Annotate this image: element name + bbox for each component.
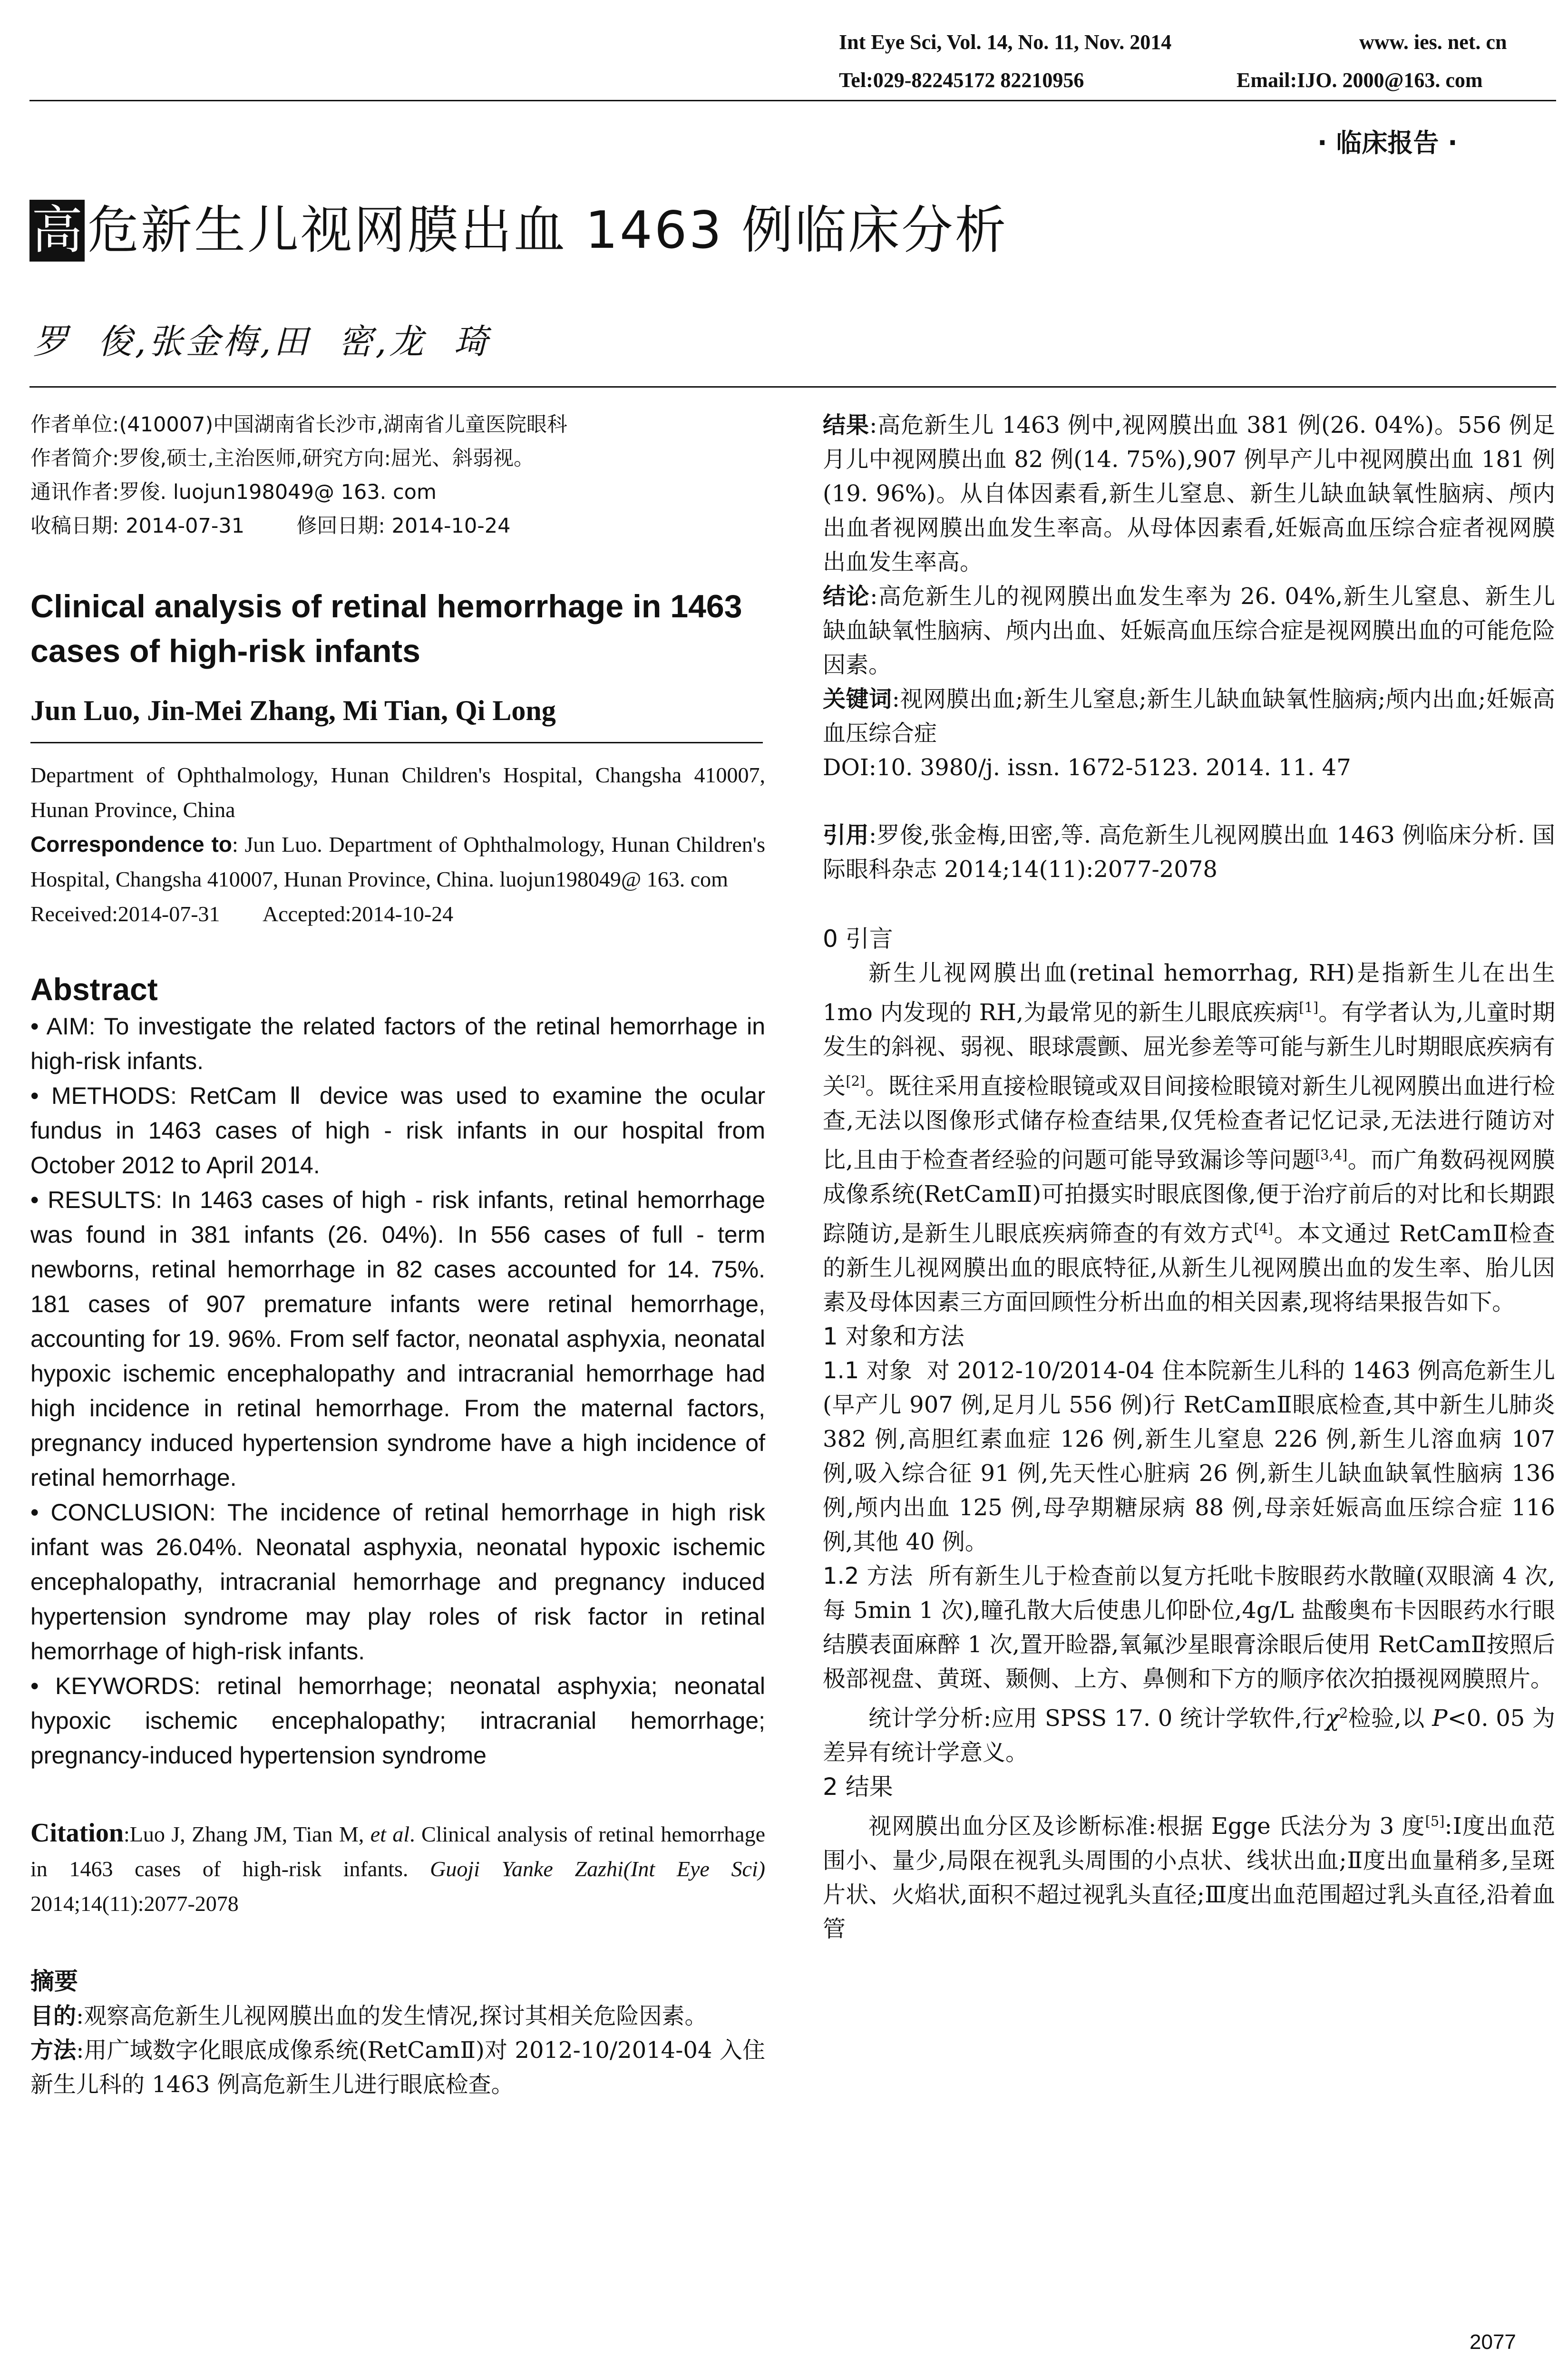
abstract-cn-keywords xyxy=(823,682,1555,750)
intro-text-2: 。有学者认为,儿童时期发生的斜视、弱视、眼球震颤、屈光参差等可能与新生儿时期眼底疾病有关 xyxy=(823,999,1555,1100)
title-en: Clinical analysis of retinal hemorrhage in 1463 cases of high-risk infants xyxy=(30,588,742,669)
citation-title: . Clinical analysis of retinal hemorrhage in 1463 cases of high-risk infants. xyxy=(30,1822,765,1881)
intro-text-4: 。而广角数码视网膜成像系统(RetCamⅡ)可拍摄实时眼底图像,便于治疗前后的对比和长期跟踪随访,是新生儿眼底疾病筛查的有效方式 xyxy=(823,1147,1555,1247)
abstract-keywords: • KEYWORDS: retinal hemorrhage; neonatal asphyxia; neonatal hypoxic ischemic encephalopathy; intracranial hemorrhage; pregnancy-induced hypertension syndrome xyxy=(30,1673,765,1769)
correspondence-en xyxy=(30,827,765,896)
methods-section-text: 所有新生儿于检查前以复方托吡卡胺眼药水散瞳(双眼滴 4 次,每 5min 1 次),瞳孔散大后使患儿仰卧位,4g/L 盐酸奥布卡因眼药水行眼结膜表面麻醉 1 次,置开睑器,氧氟沙星眼膏涂眼后使用 RetCamⅡ按照后极部视盘、黄斑、颞侧、上方、鼻侧和下方的顺序依次拍摄视网膜照片。 xyxy=(823,1563,1555,1692)
dates-cn: 收稿日期: 2014-07-31 修回日期: 2014-10-24 xyxy=(30,514,511,538)
ref-5: [5] xyxy=(1425,1813,1445,1829)
intro-text-3: 。既往采用直接检眼镜或双目间接检眼镜对新生儿视网膜出血进行检查,无法以图像形式储存检查结果,仅凭检查者记忆记录,无法进行随访对比,且由于检查者经验的问题可能导致漏诊等问题 xyxy=(823,1073,1555,1173)
citation-volume: 2014;14(11):2077-2078 xyxy=(30,1891,239,1916)
paper-title xyxy=(29,200,1008,262)
conclusion-label: 结论 xyxy=(823,583,870,610)
results-text: :高危新生儿 1463 例中,视网膜出血 381 例(26. 04%)。556 例足月儿中视网膜出血 82 例(14. 75%),907 例早产儿中视网膜出血 181 例(19. 96%)。从自体因素看,新生儿窒息、新生儿缺血缺氧性脑病、颅内出血者视网膜出血发生率高。从母体因素看,妊娠高血压综合症者视网膜出血发生率高。 xyxy=(823,412,1555,575)
title-text: 危新生儿视网膜出血 1463 例临床分析 xyxy=(88,201,1008,260)
title-initial: 高 xyxy=(29,200,85,262)
citation-cn xyxy=(823,818,1555,887)
citation-authors: :Luo J, Zhang JM, Tian M, xyxy=(124,1822,370,1846)
citation-etal: et al xyxy=(370,1822,410,1846)
received-en: Received:2014-07-31 Accepted:2014-10-24 xyxy=(30,902,454,926)
left-column xyxy=(30,408,765,2102)
abstract-methods: • METHODS: RetCam Ⅱ device was used to examine the ocular fundus in 1463 cases of high - risk infants in our hospital from October 2012 to April 2014. xyxy=(30,1082,765,1179)
citation-cn-text: :罗俊,张金梅,田密,等. 高危新生儿视网膜出血 1463 例临床分析. 国际眼科杂志 2014;14(11):2077-2078 xyxy=(823,822,1555,883)
results-label: 结果 xyxy=(823,412,870,438)
abstract-cn-heading: 摘要 xyxy=(30,1968,78,1995)
department-en: Department of Ophthalmology, Hunan Children's Hospital, Changsha 410007, Hunan Province, China xyxy=(30,763,765,822)
abstract-aim: • AIM: To investigate the related factors of the retinal hemorrhage in high-risk infants. xyxy=(30,1013,765,1074)
methods-paragraph xyxy=(823,1559,1555,1696)
section-label: · 临床报告 · xyxy=(1317,128,1458,158)
corr-label: Correspondence to xyxy=(30,832,232,857)
stat-text-2: 检验,以 xyxy=(1348,1705,1432,1732)
keywords-text: :视网膜出血;新生儿窒息;新生儿缺血缺氧性脑病;颅内出血;妊娠高血压综合症 xyxy=(823,686,1555,747)
citation-journal: Guoji Yanke Zazhi(Int Eye Sci) xyxy=(430,1857,766,1881)
abstract-en xyxy=(30,969,765,1773)
conclusion-text: :高危新生儿的视网膜出血发生率为 26. 04%,新生儿窒息、新生儿缺血缺氧性脑病、颅内出血、妊娠高血压综合症是视网膜出血的可能危险因素。 xyxy=(823,583,1555,678)
affiliation-cn xyxy=(30,408,765,543)
methods-label: 方法 xyxy=(30,2037,77,2064)
subjects-text: 对 2012-10/2014-04 住本院新生儿科的 1463 例高危新生儿(早产儿 907 例,足月儿 556 例)行 RetCamⅡ眼底检查,其中新生儿肺炎 382 例,高胆红素血症 126 例,新生儿窒息 226 例,新生儿溶血病 107 例,吸入综合征 91 例,先天性心脏病 26 例,新生儿缺血缺氧性脑病 136 例,颅内出血 125 例,母孕期糖尿病 88 例,母亲妊娠高血压综合症 116 例,其他 40 例。 xyxy=(823,1357,1563,1555)
title-rule xyxy=(29,386,1556,388)
stat-text-3: <0. 05 为差异有统计学意义。 xyxy=(823,1705,1555,1766)
statistics-paragraph xyxy=(823,1696,1555,1770)
ref-4: [4] xyxy=(1254,1220,1274,1237)
authors-cn: 罗 俊,张金梅,田 密,龙 琦 xyxy=(33,321,491,361)
author-intro: 作者简介:罗俊,硕士,主治医师,研究方向:屈光、斜弱视。 xyxy=(30,447,534,470)
authors-en: Jun Luo, Jin-Mei Zhang, Mi Tian, Qi Long xyxy=(30,695,556,726)
subjects-label: 1.1 对象 xyxy=(823,1357,913,1384)
stat-text-1: 统计学分析:应用 SPSS 17. 0 统计学软件,行 xyxy=(868,1705,1325,1732)
ref-3-4: [3,4] xyxy=(1315,1147,1348,1163)
intro-paragraph xyxy=(823,956,1555,1319)
citation-cn-label: 引用 xyxy=(823,822,869,848)
methods-section-label: 1.2 方法 xyxy=(823,1563,914,1589)
abstract-cn-aim xyxy=(30,1999,765,2033)
journal-email: Email:IJO. 2000@163. com xyxy=(1237,68,1483,92)
section-0-heading: 0 引言 xyxy=(823,925,893,953)
journal-tel: Tel:029-82245172 82210956 xyxy=(839,68,1084,92)
corr-text: : Jun Luo. Department of Ophthalmology, Hunan Children's Hospital, Changsha 410007, Hunan Province, China. luojun198049@ 163. com xyxy=(30,832,765,891)
right-column xyxy=(823,408,1563,1946)
abstract-cn-conclusion xyxy=(823,579,1555,682)
authors-rule xyxy=(30,742,763,743)
ref-2: [2] xyxy=(846,1073,866,1089)
affiliation-en xyxy=(30,758,765,931)
journal-website: www. ies. net. cn xyxy=(1359,30,1507,54)
results-body-2: :Ⅰ度出血范围小、量少,局限在视乳头周围的小点状、线状出血;Ⅱ度出血量稍多,呈斑片状、火焰状,面积不超过视乳头直径;Ⅲ度出血范围超过乳头直径,沿着血管 xyxy=(823,1813,1555,1942)
subjects-paragraph xyxy=(823,1354,1563,1559)
citation-label: Citation xyxy=(30,1818,124,1848)
ref-1: [1] xyxy=(1299,999,1319,1015)
citation-en xyxy=(30,1816,765,1921)
doi: DOI:10. 3980/j. issn. 1672-5123. 2014. 11. 47 xyxy=(823,754,1351,781)
chi-symbol: χ xyxy=(1325,1705,1340,1732)
abstract-cn-results xyxy=(823,408,1555,579)
affiliation-line: 作者单位:(410007)中国湖南省长沙市,湖南省儿童医院眼科 xyxy=(30,413,567,437)
header-rule xyxy=(29,100,1556,101)
methods-text: :用广域数字化眼底成像系统(RetCamⅡ)对 2012-10/2014-04 入住新生儿科的 1463 例高危新生儿进行眼底检查。 xyxy=(30,2037,765,2098)
section-2-heading: 2 结果 xyxy=(823,1773,893,1801)
abstract-cn-methods xyxy=(30,2033,765,2102)
results-paragraph xyxy=(823,1804,1555,1946)
section-1-heading: 1 对象和方法 xyxy=(823,1323,964,1350)
chi-exponent: 2 xyxy=(1339,1705,1348,1721)
p-symbol: P xyxy=(1432,1705,1448,1732)
results-body-1: 视网膜出血分区及诊断标准:根据 Egge 氏法分为 3 度 xyxy=(868,1813,1425,1840)
abstract-heading: Abstract xyxy=(30,972,158,1007)
abstract-cn xyxy=(30,1964,765,2102)
aim-text: :观察高危新生儿视网膜出血的发生情况,探讨其相关危险因素。 xyxy=(76,2003,708,2029)
intro-text-1: 新生儿视网膜出血(retinal hemorrhag, RH)是指新生儿在出生 1mo 内发现的 RH,为最常见的新生儿眼底疾病 xyxy=(823,960,1555,1026)
keywords-label: 关键词 xyxy=(823,686,892,712)
abstract-conclusion: • CONCLUSION: The incidence of retinal hemorrhage in high risk infant was 26.04%. Neonatal asphyxia, neonatal hypoxic ischemic encephalopathy, intracranial hemorrhage and pregnancy induced hypertension syndrome may play roles of risk factor in retinal hemorrhage of high-risk infants. xyxy=(30,1499,765,1665)
intro-text-5: 。本文通过 RetCamⅡ检查的新生儿视网膜出血的眼底特征,从新生儿视网膜出血的发生率、胎儿因素及母体因素三方面回顾性分析出血的相关因素,现将结果报告如下。 xyxy=(823,1220,1555,1315)
abstract-results: • RESULTS: In 1463 cases of high - risk infants, retinal hemorrhage was found in 381 infants (26. 04%). In 556 cases of full - term newborns, retinal hemorrhage in 82 cases accounted for 14. 75%. 181 cases of 907 premature infants were retinal hemorrhage, accounting for 19. 96%. From self factor, neonatal asphyxia, neonatal hypoxic ischemic encephalopathy and intracranial hemorrhage had high incidence in retinal hemorrhage. From the maternal factors, pregnancy induced hypertension syndrome have a high incidence of retinal hemorrhage. xyxy=(30,1187,765,1491)
aim-label: 目的 xyxy=(30,2003,77,2029)
corresponding-author: 通讯作者:罗俊. luojun198049@ 163. com xyxy=(30,480,437,504)
journal-info: Int Eye Sci, Vol. 14, No. 11, Nov. 2014 xyxy=(839,30,1172,54)
page-number: 2077 xyxy=(1470,2330,1516,2354)
